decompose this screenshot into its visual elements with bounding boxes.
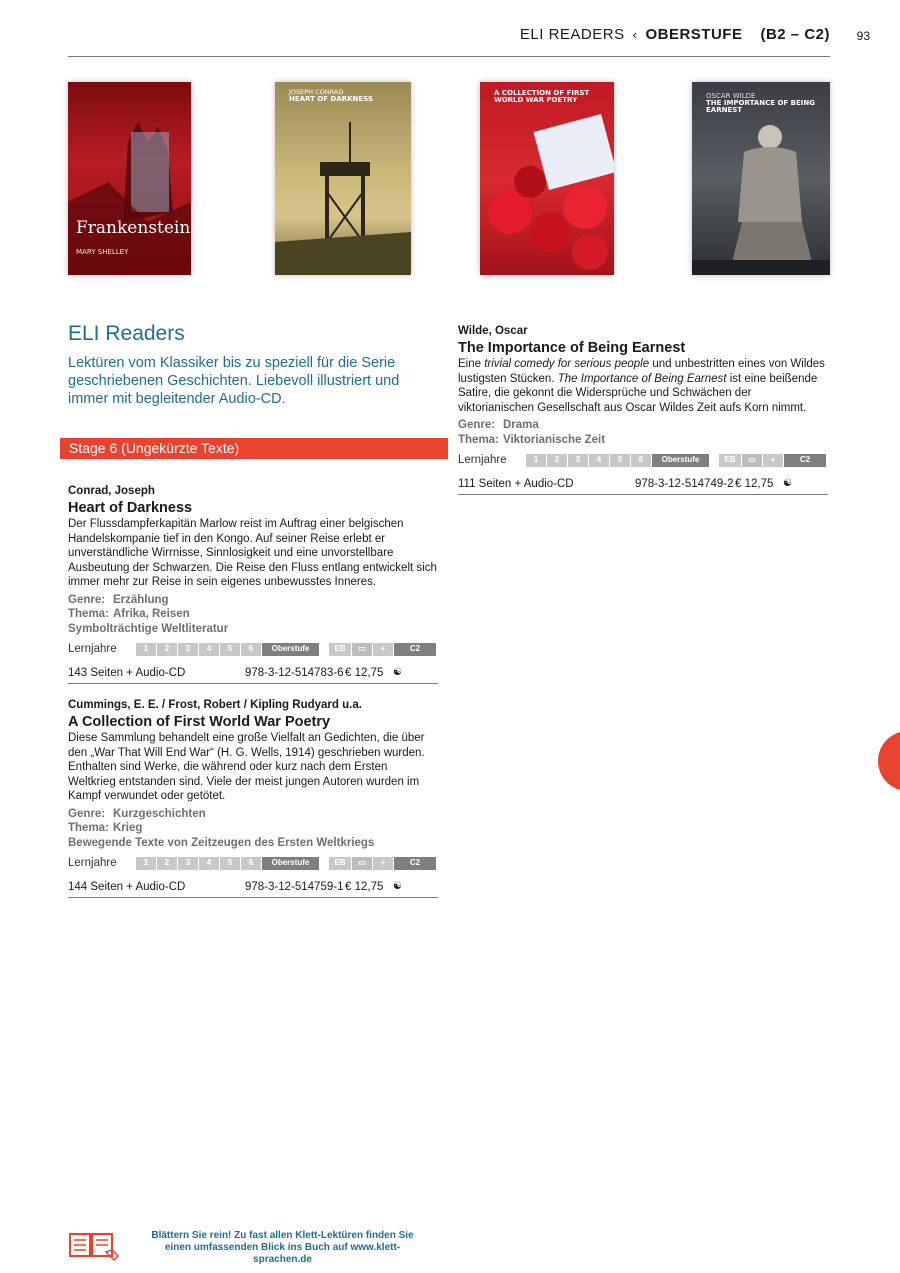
desc-quote: trivial comedy for serious people bbox=[484, 358, 650, 370]
page-number: 93 bbox=[856, 29, 870, 43]
year-cell: 5 bbox=[220, 857, 240, 870]
year-cell: 3 bbox=[178, 643, 198, 656]
thema-value: Viktorianische Zeit bbox=[503, 433, 606, 446]
plus-cell: + bbox=[763, 454, 783, 467]
chevron-icon: ‹ bbox=[632, 27, 638, 42]
footer-note bbox=[140, 1230, 425, 1266]
cover-author: MARY SHELLEY bbox=[76, 248, 129, 256]
year-cell: 1 bbox=[526, 454, 546, 467]
isbn: 978-3-12-514749-2 bbox=[635, 478, 734, 490]
thema-label: Thema: bbox=[68, 608, 109, 620]
poppies-illustration bbox=[480, 82, 614, 275]
year-cell: 4 bbox=[199, 643, 219, 656]
watchtower-illustration bbox=[275, 82, 411, 275]
price: € 12,75 bbox=[345, 881, 384, 893]
cover-title: THE IMPORTANCE OF BEING EARNEST bbox=[706, 99, 815, 115]
level-cell-oberstufe: Oberstufe bbox=[262, 643, 319, 656]
desc-part: ist eine beißende Satire, die gekonnt die Widersprüche und Schwächen der viktorianischen Gesellschaft aus Oscar Wildes Zeit aufs Korn nimmt. bbox=[458, 372, 818, 414]
order-line bbox=[68, 666, 438, 684]
book-cover-heart-of-darkness[interactable] bbox=[275, 82, 411, 275]
level-scale bbox=[68, 643, 438, 656]
levels-label: Lernjahre bbox=[68, 857, 117, 870]
book-cover-importance-of-being-earnest[interactable] bbox=[692, 82, 830, 275]
level-scale bbox=[68, 857, 438, 870]
genre-value: Drama bbox=[503, 419, 539, 431]
book-entry bbox=[68, 484, 438, 684]
book-tagline: Bewegende Texte von Zeitzeugen des Ersten Weltkriegs bbox=[68, 836, 375, 849]
year-cell: 5 bbox=[220, 643, 240, 656]
book-author: Wilde, Oscar bbox=[458, 325, 528, 337]
thema-value: Afrika, Reisen bbox=[113, 608, 190, 620]
header-rule bbox=[68, 56, 830, 57]
thema-value: Krieg bbox=[113, 822, 143, 834]
year-cell: 4 bbox=[199, 857, 219, 870]
plus-cell: + bbox=[373, 643, 393, 656]
cover-author: JOSEPH CONRAD bbox=[289, 88, 344, 96]
audio-icon: ▭ bbox=[352, 643, 372, 656]
book-meta bbox=[68, 593, 438, 637]
levels-label: Lernjahre bbox=[458, 454, 507, 467]
year-cell: 5 bbox=[610, 454, 630, 467]
running-head bbox=[520, 26, 830, 43]
year-cell: 2 bbox=[157, 643, 177, 656]
book-title: Heart of Darkness bbox=[68, 499, 193, 516]
stage-heading: Stage 6 (Ungekürzte Texte) bbox=[60, 438, 448, 459]
eb-cell: EB bbox=[329, 857, 351, 870]
genre-label: Genre: bbox=[458, 419, 496, 431]
isbn: 978-3-12-514759-1 bbox=[245, 881, 344, 893]
cover-title: A COLLECTION OF FIRST WORLD WAR POETRY bbox=[494, 89, 590, 105]
levels-label: Lernjahre bbox=[68, 643, 117, 656]
book-meta bbox=[458, 418, 828, 447]
audio-icon: ▭ bbox=[742, 454, 762, 467]
genre-label: Genre: bbox=[68, 593, 106, 606]
cover-title: Frankenstein bbox=[76, 218, 191, 238]
chapter-tab[interactable] bbox=[878, 731, 900, 791]
desc-title: The Importance of Being Earnest bbox=[557, 372, 727, 385]
genre-value: Erzählung bbox=[113, 593, 169, 606]
gap bbox=[320, 857, 328, 870]
book-title: The Importance of Being Earnest bbox=[458, 339, 686, 356]
cover-author: OSCAR WILDE bbox=[706, 92, 756, 100]
genre-value: Kurzgeschichten bbox=[113, 807, 206, 820]
year-cell: 2 bbox=[157, 857, 177, 870]
book-cover-war-poetry[interactable] bbox=[480, 82, 614, 275]
castle-illustration bbox=[68, 82, 191, 275]
page-count: 143 Seiten + Audio-CD bbox=[68, 667, 186, 679]
year-cell: 4 bbox=[589, 454, 609, 467]
level-cell-oberstufe: Oberstufe bbox=[262, 857, 319, 870]
page-count: 111 Seiten + Audio-CD bbox=[458, 478, 574, 490]
year-cell: 1 bbox=[136, 643, 156, 656]
plus-cell: + bbox=[373, 857, 393, 870]
year-cell: 6 bbox=[631, 454, 651, 467]
cefr-cell: C2 bbox=[784, 454, 826, 467]
thema-label: Thema: bbox=[458, 433, 499, 446]
thema-label: Thema: bbox=[68, 822, 109, 834]
level-scale bbox=[458, 454, 828, 467]
book-description: Der Flussdampferkapitän Marlow reist im Auftrag einer belgischen Handelskompanie tief in den Kongo. Auf seiner Reise erlebt er unverständliche Wirrnisse, Sinnlosigkeit und eine unvorstellbare Ausbeutung der Schwarzen. Die Reise den Fluss entlang entwickelt sich immer mehr zur Reise in sein eigenes unbewusstes Inneres. bbox=[68, 518, 437, 588]
book-entry bbox=[458, 324, 828, 495]
isbn: 978-3-12-514783-6 bbox=[245, 667, 344, 679]
book-tagline: Symbolträchtige Weltliteratur bbox=[68, 622, 229, 635]
eb-cell: EB bbox=[329, 643, 351, 656]
audio-cd-icon: ☯ bbox=[783, 478, 792, 489]
book-entry bbox=[68, 698, 438, 898]
level-range: (B2 – C2) bbox=[760, 26, 830, 43]
audio-icon: ▭ bbox=[352, 857, 372, 870]
book-meta bbox=[68, 807, 438, 851]
book-title: A Collection of First World War Poetry bbox=[68, 713, 331, 730]
level-cell-oberstufe: Oberstufe bbox=[652, 454, 709, 467]
year-cell: 3 bbox=[568, 454, 588, 467]
desc-part: und unbestritten eines von Wildes lustigsten Stücken. bbox=[458, 358, 825, 385]
year-cell: 6 bbox=[241, 643, 261, 656]
book-author: Cummings, E. E. / Frost, Robert / Kipling Rudyard u.a. bbox=[68, 699, 362, 711]
level-name: OBERSTUFE bbox=[645, 26, 743, 43]
audio-cd-icon: ☯ bbox=[393, 667, 402, 678]
genre-label: Genre: bbox=[68, 807, 106, 820]
page-header bbox=[0, 0, 900, 60]
price: € 12,75 bbox=[735, 478, 774, 490]
cefr-cell: C2 bbox=[394, 643, 436, 656]
book-cover-frankenstein[interactable] bbox=[68, 82, 191, 275]
audio-cd-icon: ☯ bbox=[393, 881, 402, 892]
section-title: ELI Readers bbox=[68, 322, 185, 345]
desc-part: Eine bbox=[458, 358, 485, 370]
price: € 12,75 bbox=[345, 667, 384, 679]
gap bbox=[320, 643, 328, 656]
footer-link[interactable]: www.klett-sprachen.de bbox=[253, 1242, 401, 1265]
year-cell: 6 bbox=[241, 857, 261, 870]
year-cell: 1 bbox=[136, 857, 156, 870]
series-name: ELI READERS bbox=[519, 26, 625, 43]
book-description: Diese Sammlung behandelt eine große Vielfalt an Gedichten, die über den „War That Will End War“ (H. G. Wells, 1914) geschrieben wurden. Enthalten sind Werke, die während oder kurz nach dem Ersten Weltkrieg entstanden sind. Viele der meist jungen Autoren wurden im Kampf verwundet oder getötet. bbox=[68, 732, 425, 802]
page-count: 144 Seiten + Audio-CD bbox=[68, 881, 186, 893]
cefr-cell: C2 bbox=[394, 857, 436, 870]
book-author: Conrad, Joseph bbox=[68, 485, 155, 497]
order-line bbox=[458, 477, 828, 495]
book-description bbox=[458, 357, 828, 415]
year-cell: 3 bbox=[178, 857, 198, 870]
section-intro: Lektüren vom Klassiker bis zu speziell für die Serie geschriebenen Geschichten. Liebevoll illustriert und immer mit begleitender Audio-CD. bbox=[68, 355, 400, 407]
book-browse-icon bbox=[68, 1230, 120, 1264]
gap bbox=[710, 454, 718, 467]
year-cell: 2 bbox=[547, 454, 567, 467]
eb-cell: EB bbox=[719, 454, 741, 467]
order-line bbox=[68, 880, 438, 898]
footer-text: Blättern Sie rein! Zu fast allen Klett-Lektüren finden Sie einen umfassenden Blick ins Buch auf bbox=[151, 1230, 414, 1253]
cover-title: HEART OF DARKNESS bbox=[289, 95, 373, 103]
